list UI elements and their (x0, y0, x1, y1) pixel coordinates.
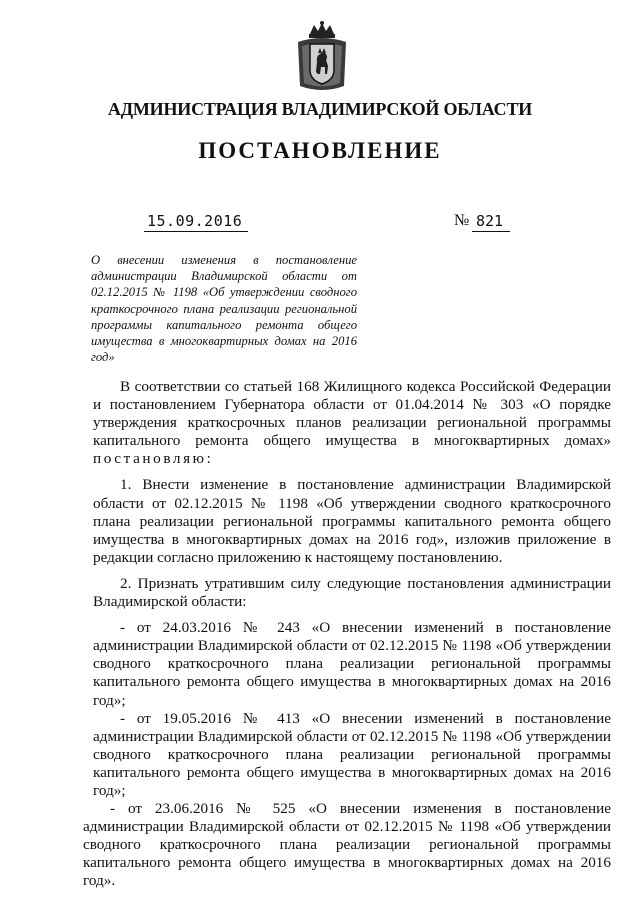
repeal-item-1: - от 24.03.2016 № 243 «О внесении изменений в постановление администрации Владимирской области от 02.12.2015 № 1198 «Об утверждении сводного краткосрочного плана реализации региональной программы капитального ремонта общего имущества в многоквартирных домах на 2016 год»; (93, 619, 611, 709)
document-type-title: ПОСТАНОВЛЕНИЕ (198, 138, 442, 163)
repeal-item-3: - от 23.06.2016 № 525 «О внесении изменения в постановление администрации Владимирской области от 02.12.2015 № 1198 «Об утверждении сводного краткосрочного плана реализации региональной программы капитального ремонта общего имущества в многоквартирных домах на 2016 год». (83, 800, 611, 890)
decree-word: постановляю: (93, 450, 214, 468)
document-body (83, 378, 611, 891)
organization-title: АДМИНИСТРАЦИЯ ВЛАДИМИРСКОЙ ОБЛАСТИ (107, 99, 533, 119)
number-sign: № (454, 212, 470, 229)
item-1-paragraph: 1. Внести изменение в постановление администрации Владимирской области от 02.12.2015 № 1198 «Об утверждении сводного краткосрочного плана реализации региональной программы капитального ремонта общего имущества в многоквартирных домах на 2016 год», изложив приложение в редакции согласно приложению к настоящему постановлению. (93, 476, 611, 566)
item-2-paragraph: 2. Признать утратившим силу следующие постановления администрации Владимирской области: (93, 574, 611, 611)
number-underline (472, 231, 510, 232)
repeal-item-2: - от 19.05.2016 № 413 «О внесении изменений в постановление администрации Владимирской области от 02.12.2015 № 1198 «Об утверждении сводного краткосрочного плана реализации региональной программы капитального ремонта общего имущества в многоквартирных домах на 2016 год»; (93, 709, 611, 799)
document-number: 821 (476, 212, 504, 230)
preamble-paragraph (93, 378, 611, 468)
preamble-text: В соответствии со статьей 168 Жилищного кодекса Российской Федерации и постановлением Губернатора области от 01.04.2014 № 303 «О порядке утверждения краткосрочных планов реализации региональной программы капитального ремонта общего имущества в многоквартирных домах» (93, 378, 611, 450)
document-subject: О внесении изменения в постановление администрации Владимирской области от 02.12.2015 № 1198 «Об утверждении сводного краткосрочного плана реализации региональной программы капитального ремонта общего имущества в многоквартирных домах на 2016 год» (91, 253, 357, 365)
date-underline (144, 231, 248, 232)
coat-of-arms-icon (292, 20, 352, 92)
document-date: 15.09.2016 (147, 212, 243, 230)
